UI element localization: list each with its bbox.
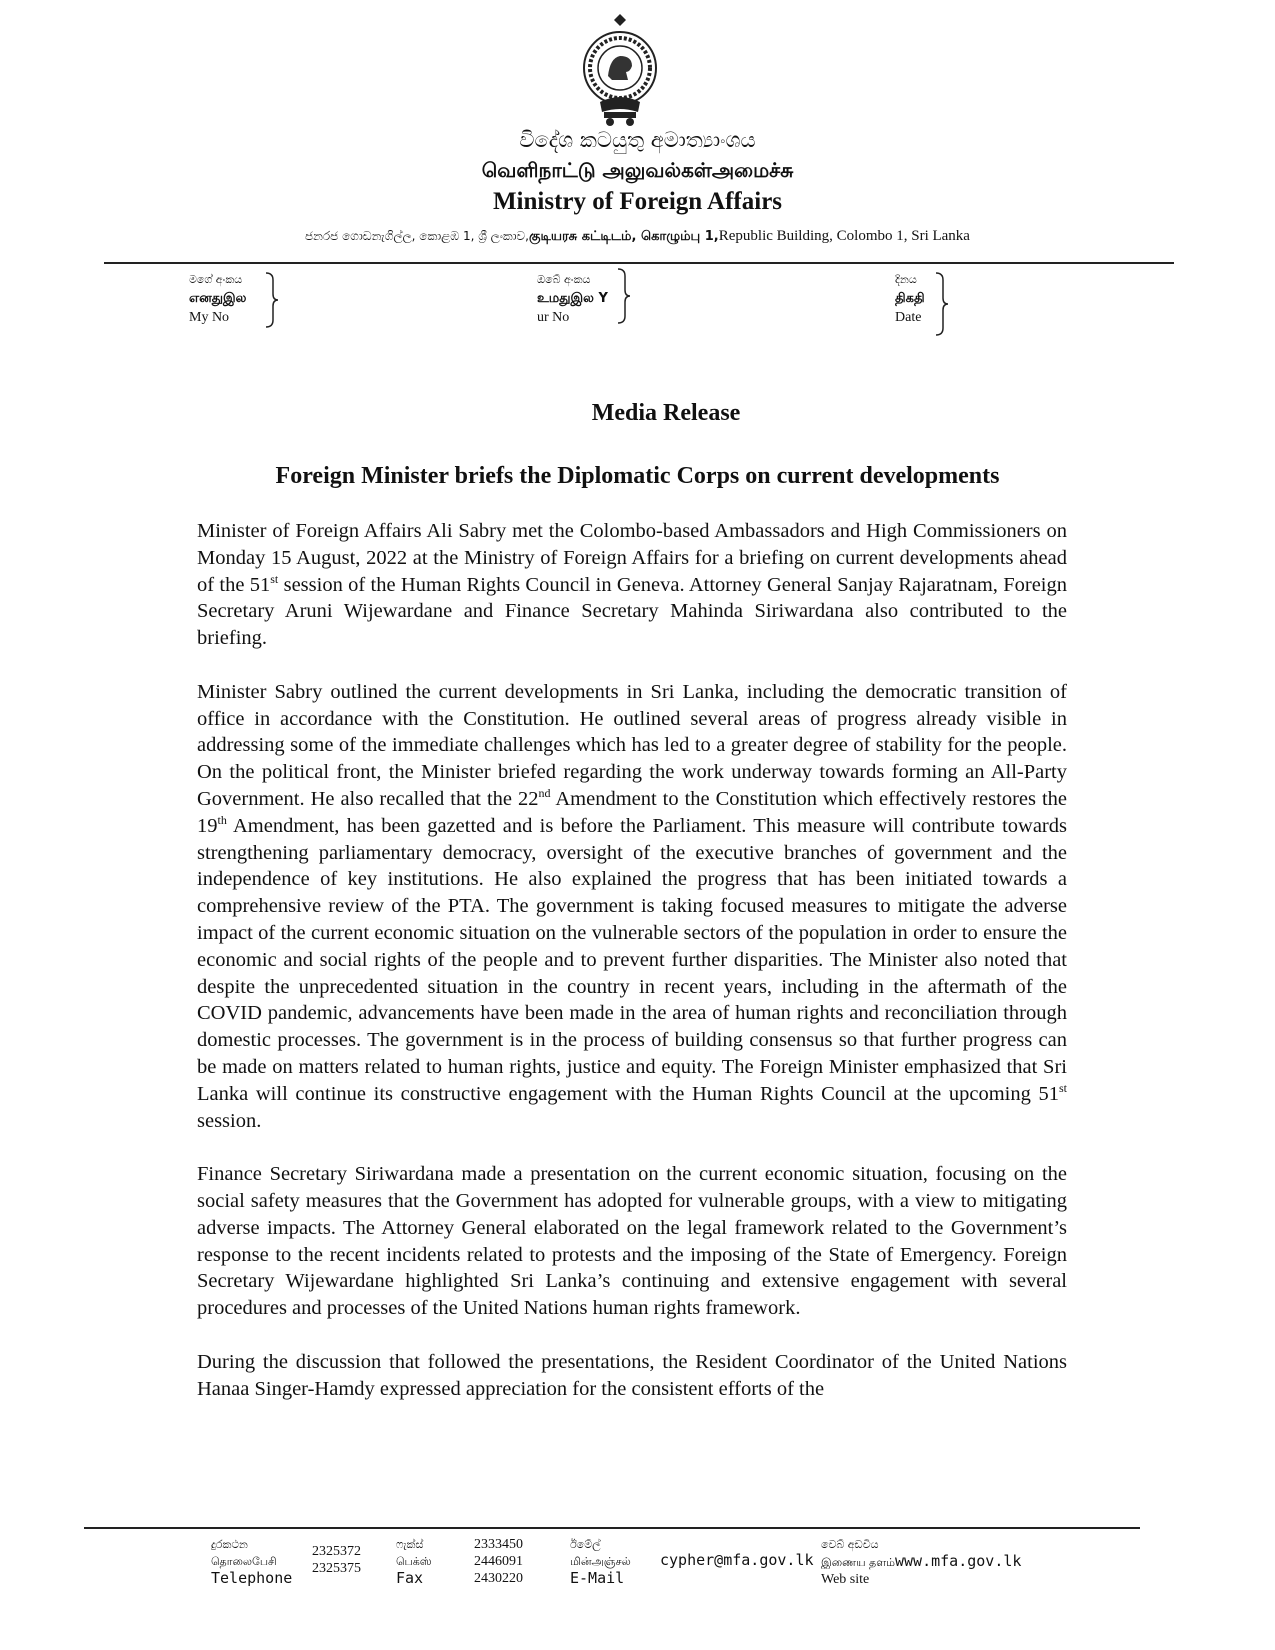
date-block (895, 270, 925, 327)
your-number-block (537, 270, 608, 327)
ministry-name-tamil: வெளிநாட்டு அலுவல்கள்அமைச்சு (481, 158, 794, 182)
email-link[interactable]: cypher@mfa.gov.lk (660, 1551, 814, 1569)
date-label-tamil: திகதி (895, 291, 925, 306)
website-label: වෙබ් අඩවිය இணைய தளம்www.mfa.gov.lk Web site (821, 1538, 1022, 1587)
telephone-label: දුරකථන தொலைபேசி Telephone (211, 1538, 293, 1587)
my-number-label-english: My No (189, 310, 230, 325)
paragraph-2: Minister Sabry outlined the current developments in Sri Lanka, including the democratic transition of office in accordance with the Constitution. He outlined several areas of progress already visible in addressing some of the immediate challenges which has led to a greater degree of stability for the people. On the political front, the Minister briefed regarding the work underway towards forming an All-Party Government. He also recalled that the 22nd Amendment to the Constitution which effectively restores the 19th Amendment, has been gazetted and is before the Parliament. This measure will contribute towards strengthening parliamentary democracy, oversight of the executive branches of government and the independence of key institutions. He also explained the progress that has been initiated towards a comprehensive review of the PTA. The government is taking focused measures to mitigate the adverse impact of the current economic situation on the vulnerable sectors of the population in order to ensure the economic and social rights of the people and to prevent further disparities. The Minister also noted that despite the unprecedented situation in the country in recent years, including in the aftermath of the COVID pandemic, advancements have been made in the area of human rights and reconciliation through domestic processes. The government is in the process of building consensus so that further progress can be made on matters related to human rights, justice and equity. The Foreign Minister emphasized that Sri Lanka will continue its constructive engagement with the Human Rights Council at the upcoming 51st session. (197, 680, 1067, 1132)
brace-icon (935, 272, 949, 336)
fax-numbers: 2333450 2446091 2430220 (474, 1537, 523, 1586)
date-label-sinhala: දිනය (895, 273, 917, 286)
website-link[interactable]: www.mfa.gov.lk (894, 1552, 1022, 1570)
my-number-label-tamil: எனதுஇல (189, 291, 247, 306)
paragraph-3: Finance Secretary Siriwardana made a presentation on the current economic situation, focusing on the social safety measures that the Government has adopted for vulnerable groups, with a view to mitigating adverse impacts. The Attorney General elaborated on the legal framework related to the Government’s response to the recent incidents related to protests and the imposing of the State of Emergency. Foreign Secretary Wijewardane highlighted Sri Lanka’s continuing and extensive engagement with several procedures and processes of the United Nations human rights framework. (197, 1163, 1067, 1320)
document-heading: Foreign Minister briefs the Diplomatic Corps on current developments (275, 463, 1000, 489)
your-number-label-sinhala: ඔබේ අංකය (537, 273, 591, 286)
brace-icon (617, 268, 631, 324)
your-number-label-tamil: உமதுஇல Y (537, 291, 608, 306)
brace-icon (265, 272, 279, 328)
fax-label: ෆැක්ස් பெக்ஸ் Fax (396, 1538, 432, 1587)
document-body (197, 518, 1067, 1429)
header-divider (104, 262, 1174, 264)
paragraph-1: Minister of Foreign Affairs Ali Sabry met the Colombo-based Ambassadors and High Commissioners on Monday 15 August, 2022 at the Ministry of Foreign Affairs for a briefing on current developments ahead of the 51st session of the Human Rights Council in Geneva. Attorney General Sanjay Rajaratnam, Foreign Secretary Aruni Wijewardane and Finance Secretary Mahinda Siriwardana also contributed to the briefing. (197, 520, 1067, 650)
your-number-label-english: ur No (537, 310, 570, 325)
my-number-label-sinhala: මගේ අංකය (189, 273, 243, 286)
document-title: Media Release (591, 400, 741, 426)
my-number-block (189, 270, 246, 327)
address-english: Republic Building, Colombo 1, Sri Lanka (718, 228, 970, 244)
ministry-address (0, 228, 1275, 245)
paragraph-4: During the discussion that followed the presentations, the Resident Coordinator of the United Nations Hanaa Singer-Hamdy expressed appreciation for the consistent efforts of the (197, 1350, 1067, 1400)
ministry-name-sinhala: විදේශ කටයුතු අමාත්‍යාංශය (519, 128, 756, 152)
email-label: ඊමේල් மின்அஞ்சல் E-Mail (570, 1538, 631, 1587)
address-sinhala: ජනරජ ගොඩනැගිල්ල, කොළඹ 1, ශ්‍රී ලංකාව, (305, 229, 529, 243)
state-emblem-icon (580, 12, 660, 130)
address-tamil: குடியரசு கட்டிடம், கொழும்பு 1, (529, 229, 719, 244)
date-label-english: Date (895, 310, 922, 325)
footer-divider (84, 1527, 1140, 1529)
telephone-numbers: 2325372 2325375 (312, 1544, 361, 1576)
ministry-name-english: Ministry of Foreign Affairs (492, 188, 783, 215)
